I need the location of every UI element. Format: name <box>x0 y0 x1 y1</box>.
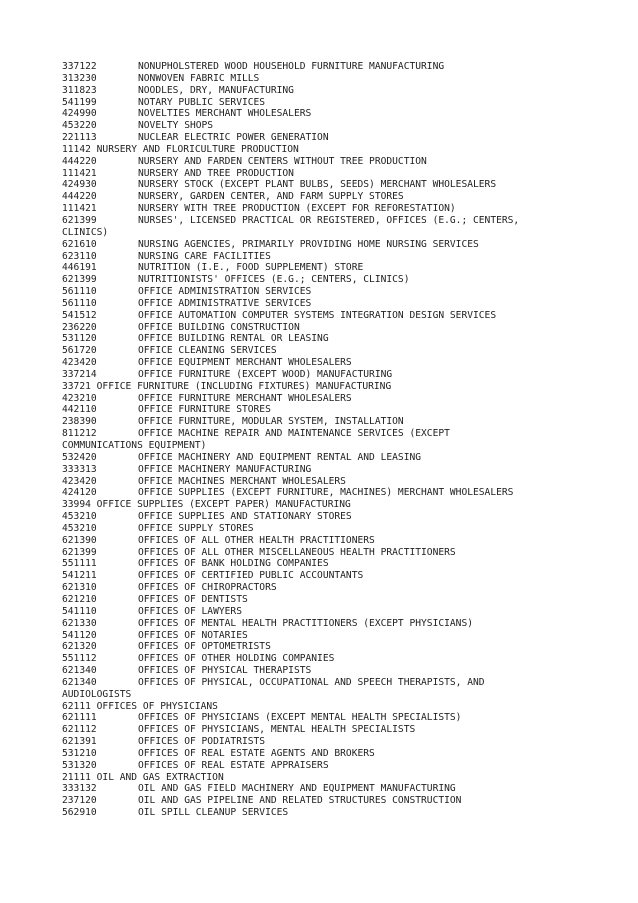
entry-description: NURSING AGENCIES, PRIMARILY PROVIDING HOME NURSING SERVICES <box>138 238 479 250</box>
entry-code: 621111 <box>62 712 97 724</box>
naics-entry <box>62 783 562 795</box>
entry-heading-line: 21111 OIL AND GAS EXTRACTION <box>62 771 224 783</box>
naics-entry <box>62 85 562 97</box>
entry-code: 551111 <box>62 558 97 570</box>
naics-entry <box>62 239 562 251</box>
naics-entry <box>62 357 562 369</box>
entry-code: 453210 <box>62 511 97 523</box>
entry-description: NOVELTIES MERCHANT WHOLESALERS <box>138 108 312 120</box>
naics-entry <box>62 795 562 807</box>
entry-description: OFFICE SUPPLIES AND STATIONARY STORES <box>138 511 352 523</box>
entry-description: OFFICE FURNITURE MERCHANT WHOLESALERS <box>138 392 352 404</box>
naics-entry <box>62 736 562 748</box>
naics-entry <box>62 191 562 203</box>
entry-description: NOTARY PUBLIC SERVICES <box>138 96 266 108</box>
naics-entry <box>62 108 562 120</box>
entry-description: OFFICE SUPPLY STORES <box>138 522 254 534</box>
entry-description: OIL AND GAS PIPELINE AND RELATED STRUCTURES CONSTRUCTION <box>138 795 462 807</box>
entry-description: OFFICE BUILDING RENTAL OR LEASING <box>138 333 329 345</box>
entry-code: 621390 <box>62 534 97 546</box>
entry-code: 333313 <box>62 463 97 475</box>
entry-code: 423420 <box>62 475 97 487</box>
entry-code: 541120 <box>62 629 97 641</box>
entry-description: OFFICES OF OTHER HOLDING COMPANIES <box>138 653 335 665</box>
entry-code: 621112 <box>62 724 97 736</box>
naics-entry <box>62 144 562 156</box>
naics-entry <box>62 274 562 286</box>
entry-code: 424990 <box>62 108 97 120</box>
entry-description: NURSERY, GARDEN CENTER, AND FARM SUPPLY STORES <box>138 191 404 203</box>
entry-code: 111421 <box>62 167 97 179</box>
naics-entry <box>62 807 562 819</box>
entry-code: 621610 <box>62 238 97 250</box>
entry-description-continuation: AUDIOLOGISTS <box>62 688 132 700</box>
naics-entry <box>62 499 562 511</box>
naics-entry <box>62 97 562 109</box>
entry-code: 531120 <box>62 333 97 345</box>
entry-code: 621391 <box>62 736 97 748</box>
entry-code: 562910 <box>62 807 97 819</box>
naics-entry <box>62 286 562 298</box>
entry-code: 442110 <box>62 404 97 416</box>
entry-description: OFFICE CLEANING SERVICES <box>138 345 277 357</box>
entry-description: OFFICES OF PHYSICIANS (EXCEPT MENTAL HEALTH SPECIALISTS) <box>138 712 462 724</box>
entry-code: 453210 <box>62 522 97 534</box>
entry-description-continuation: CLINICS) <box>62 226 109 238</box>
entry-description: NURSING CARE FACILITIES <box>138 250 271 262</box>
naics-entry <box>62 665 562 677</box>
naics-entry <box>62 570 562 582</box>
entry-code: 621340 <box>62 665 97 677</box>
naics-entry <box>62 511 562 523</box>
entry-code: 423420 <box>62 357 97 369</box>
entry-heading-line: 62111 OFFICES OF PHYSICIANS <box>62 700 218 712</box>
entry-code: 236220 <box>62 321 97 333</box>
entry-description: OIL SPILL CLEANUP SERVICES <box>138 807 289 819</box>
entry-code: 621330 <box>62 617 97 629</box>
naics-entry <box>62 298 562 310</box>
naics-entry <box>62 487 562 499</box>
naics-entry <box>62 73 562 85</box>
entry-code: 446191 <box>62 262 97 274</box>
entry-description: OFFICE AUTOMATION COMPUTER SYSTEMS INTEGRATION DESIGN SERVICES <box>138 309 497 321</box>
naics-entry <box>62 381 562 393</box>
naics-entry <box>62 393 562 405</box>
entry-code: 561110 <box>62 286 97 298</box>
entry-description: OFFICES OF LAWYERS <box>138 605 242 617</box>
entry-code: 621399 <box>62 546 97 558</box>
entry-description: OFFICES OF REAL ESTATE AGENTS AND BROKERS <box>138 747 375 759</box>
entry-description: OFFICE MACHINES MERCHANT WHOLESALERS <box>138 475 346 487</box>
entry-code: 311823 <box>62 84 97 96</box>
entry-description: OFFICES OF ALL OTHER MISCELLANEOUS HEALTH PRACTITIONERS <box>138 546 456 558</box>
document-page <box>62 61 562 819</box>
entry-code: 811212 <box>62 428 97 440</box>
entry-code: 541110 <box>62 605 97 617</box>
entry-code: 423210 <box>62 392 97 404</box>
entry-code: 541199 <box>62 96 97 108</box>
naics-entry <box>62 630 562 642</box>
naics-entry <box>62 156 562 168</box>
entry-code: 541211 <box>62 570 97 582</box>
naics-entry <box>62 203 562 215</box>
entry-code: 337122 <box>62 61 97 72</box>
entry-description: OFFICE MACHINERY MANUFACTURING <box>138 463 312 475</box>
naics-entry <box>62 132 562 144</box>
naics-entry <box>62 618 562 630</box>
entry-code: 453220 <box>62 120 97 132</box>
naics-entry <box>62 369 562 381</box>
entry-description: NURSERY AND TREE PRODUCTION <box>138 167 294 179</box>
entry-description: OFFICE MACHINERY AND EQUIPMENT RENTAL AND LEASING <box>138 451 422 463</box>
entry-description: OFFICE ADMINISTRATION SERVICES <box>138 286 312 298</box>
entry-description: OFFICE SUPPLIES (EXCEPT FURNITURE, MACHINES) MERCHANT WHOLESALERS <box>138 487 514 499</box>
entry-description: OFFICES OF ALL OTHER HEALTH PRACTITIONERS <box>138 534 375 546</box>
entry-description: OFFICES OF PHYSICAL, OCCUPATIONAL AND SPEECH THERAPISTS, AND <box>138 676 485 688</box>
entry-description: OFFICE FURNITURE STORES <box>138 404 271 416</box>
entry-code: 333132 <box>62 783 97 795</box>
naics-entry <box>62 724 562 736</box>
entry-description: OFFICE ADMINISTRATIVE SERVICES <box>138 297 312 309</box>
entry-description: OFFICES OF DENTISTS <box>138 593 248 605</box>
entry-description: OFFICE MACHINE REPAIR AND MAINTENANCE SERVICES (EXCEPT <box>138 428 450 440</box>
naics-entry <box>62 251 562 263</box>
naics-entry <box>62 61 562 73</box>
naics-entry <box>62 641 562 653</box>
entry-description: OFFICES OF PODIATRISTS <box>138 736 266 748</box>
entry-description: NOODLES, DRY, MANUFACTURING <box>138 84 294 96</box>
naics-entry <box>62 333 562 345</box>
entry-code: 313230 <box>62 72 97 84</box>
naics-entry <box>62 606 562 618</box>
entry-heading-line: 11142 NURSERY AND FLORICULTURE PRODUCTION <box>62 143 299 155</box>
naics-entry <box>62 594 562 606</box>
naics-entry <box>62 416 562 428</box>
naics-entry <box>62 701 562 713</box>
naics-entry <box>62 582 562 594</box>
entry-description: OFFICES OF MENTAL HEALTH PRACTITIONERS (EXCEPT PHYSICIANS) <box>138 617 474 629</box>
entry-code: 621210 <box>62 593 97 605</box>
entry-code: 561720 <box>62 345 97 357</box>
entry-description: NURSERY STOCK (EXCEPT PLANT BULBS, SEEDS) MERCHANT WHOLESALERS <box>138 179 497 191</box>
entry-description: OIL AND GAS FIELD MACHINERY AND EQUIPMENT MANUFACTURING <box>138 783 456 795</box>
entry-description-continuation: COMMUNICATIONS EQUIPMENT) <box>62 440 207 451</box>
entry-code: 531320 <box>62 759 97 771</box>
entry-code: 561110 <box>62 297 97 309</box>
entry-code: 337214 <box>62 368 97 380</box>
naics-entry <box>62 428 562 452</box>
naics-entry <box>62 558 562 570</box>
naics-entry <box>62 653 562 665</box>
entry-description: OFFICES OF PHYSICIANS, MENTAL HEALTH SPECIALISTS <box>138 724 416 736</box>
entry-code: 531210 <box>62 747 97 759</box>
entry-code: 221113 <box>62 132 97 144</box>
entry-description: OFFICE BUILDING CONSTRUCTION <box>138 321 300 333</box>
entry-description: OFFICES OF REAL ESTATE APPRAISERS <box>138 759 329 771</box>
entry-code: 424120 <box>62 487 97 499</box>
naics-entry <box>62 404 562 416</box>
entry-description: NOVELTY SHOPS <box>138 120 214 132</box>
naics-entry <box>62 547 562 559</box>
entry-code: 621340 <box>62 676 97 688</box>
naics-entry <box>62 322 562 334</box>
entry-description: NUCLEAR ELECTRIC POWER GENERATION <box>138 132 329 144</box>
naics-entry <box>62 179 562 191</box>
naics-entry <box>62 476 562 488</box>
naics-entry <box>62 677 562 701</box>
naics-entry <box>62 523 562 535</box>
entry-code: 621310 <box>62 582 97 594</box>
entry-code: 621320 <box>62 641 97 653</box>
naics-entry <box>62 535 562 547</box>
entry-code: 238390 <box>62 416 97 428</box>
entry-description: OFFICES OF BANK HOLDING COMPANIES <box>138 558 329 570</box>
entry-code: 551112 <box>62 653 97 665</box>
entry-heading-line: 33721 OFFICE FURNITURE (INCLUDING FIXTURES) MANUFACTURING <box>62 380 392 392</box>
naics-entry <box>62 345 562 357</box>
entry-code: 532420 <box>62 451 97 463</box>
naics-entry <box>62 772 562 784</box>
entry-description: OFFICES OF PHYSICAL THERAPISTS <box>138 665 312 677</box>
entry-description: OFFICES OF OPTOMETRISTS <box>138 641 271 653</box>
entry-code: 623110 <box>62 250 97 262</box>
entry-description: OFFICE FURNITURE, MODULAR SYSTEM, INSTALLATION <box>138 416 404 428</box>
entry-code: 237120 <box>62 795 97 807</box>
entry-description: NONWOVEN FABRIC MILLS <box>138 72 260 84</box>
entry-description: NURSES', LICENSED PRACTICAL OR REGISTERED, OFFICES (E.G.; CENTERS, <box>138 214 520 226</box>
entry-heading-line: 33994 OFFICE SUPPLIES (EXCEPT PAPER) MANUFACTURING <box>62 499 351 511</box>
entry-code: 111421 <box>62 203 97 215</box>
naics-entry <box>62 452 562 464</box>
entry-description: NONUPHOLSTERED WOOD HOUSEHOLD FURNITURE MANUFACTURING <box>138 61 445 72</box>
naics-entry <box>62 748 562 760</box>
entry-description: NURSERY AND FARDEN CENTERS WITHOUT TREE PRODUCTION <box>138 155 427 167</box>
naics-entry <box>62 215 562 239</box>
entry-description: OFFICES OF CHIROPRACTORS <box>138 582 277 594</box>
entry-description: OFFICE FURNITURE (EXCEPT WOOD) MANUFACTURING <box>138 368 393 380</box>
entry-code: 621399 <box>62 274 97 286</box>
entry-code: 541512 <box>62 309 97 321</box>
entry-description: NURSERY WITH TREE PRODUCTION (EXCEPT FOR REFORESTATION) <box>138 203 456 215</box>
naics-entry <box>62 120 562 132</box>
naics-entry <box>62 310 562 322</box>
naics-entry <box>62 712 562 724</box>
entry-description: OFFICES OF CERTIFIED PUBLIC ACCOUNTANTS <box>138 570 364 582</box>
naics-entry <box>62 760 562 772</box>
entry-code: 621399 <box>62 214 97 226</box>
naics-entry <box>62 168 562 180</box>
entry-description: NUTRITIONISTS' OFFICES (E.G.; CENTERS, CLINICS) <box>138 274 410 286</box>
naics-entry <box>62 262 562 274</box>
entry-code: 444220 <box>62 155 97 167</box>
entry-description: NUTRITION (I.E., FOOD SUPPLEMENT) STORE <box>138 262 364 274</box>
entry-description: OFFICE EQUIPMENT MERCHANT WHOLESALERS <box>138 357 352 369</box>
entry-code: 444220 <box>62 191 97 203</box>
naics-entry <box>62 464 562 476</box>
entry-code: 424930 <box>62 179 97 191</box>
entry-description: OFFICES OF NOTARIES <box>138 629 248 641</box>
